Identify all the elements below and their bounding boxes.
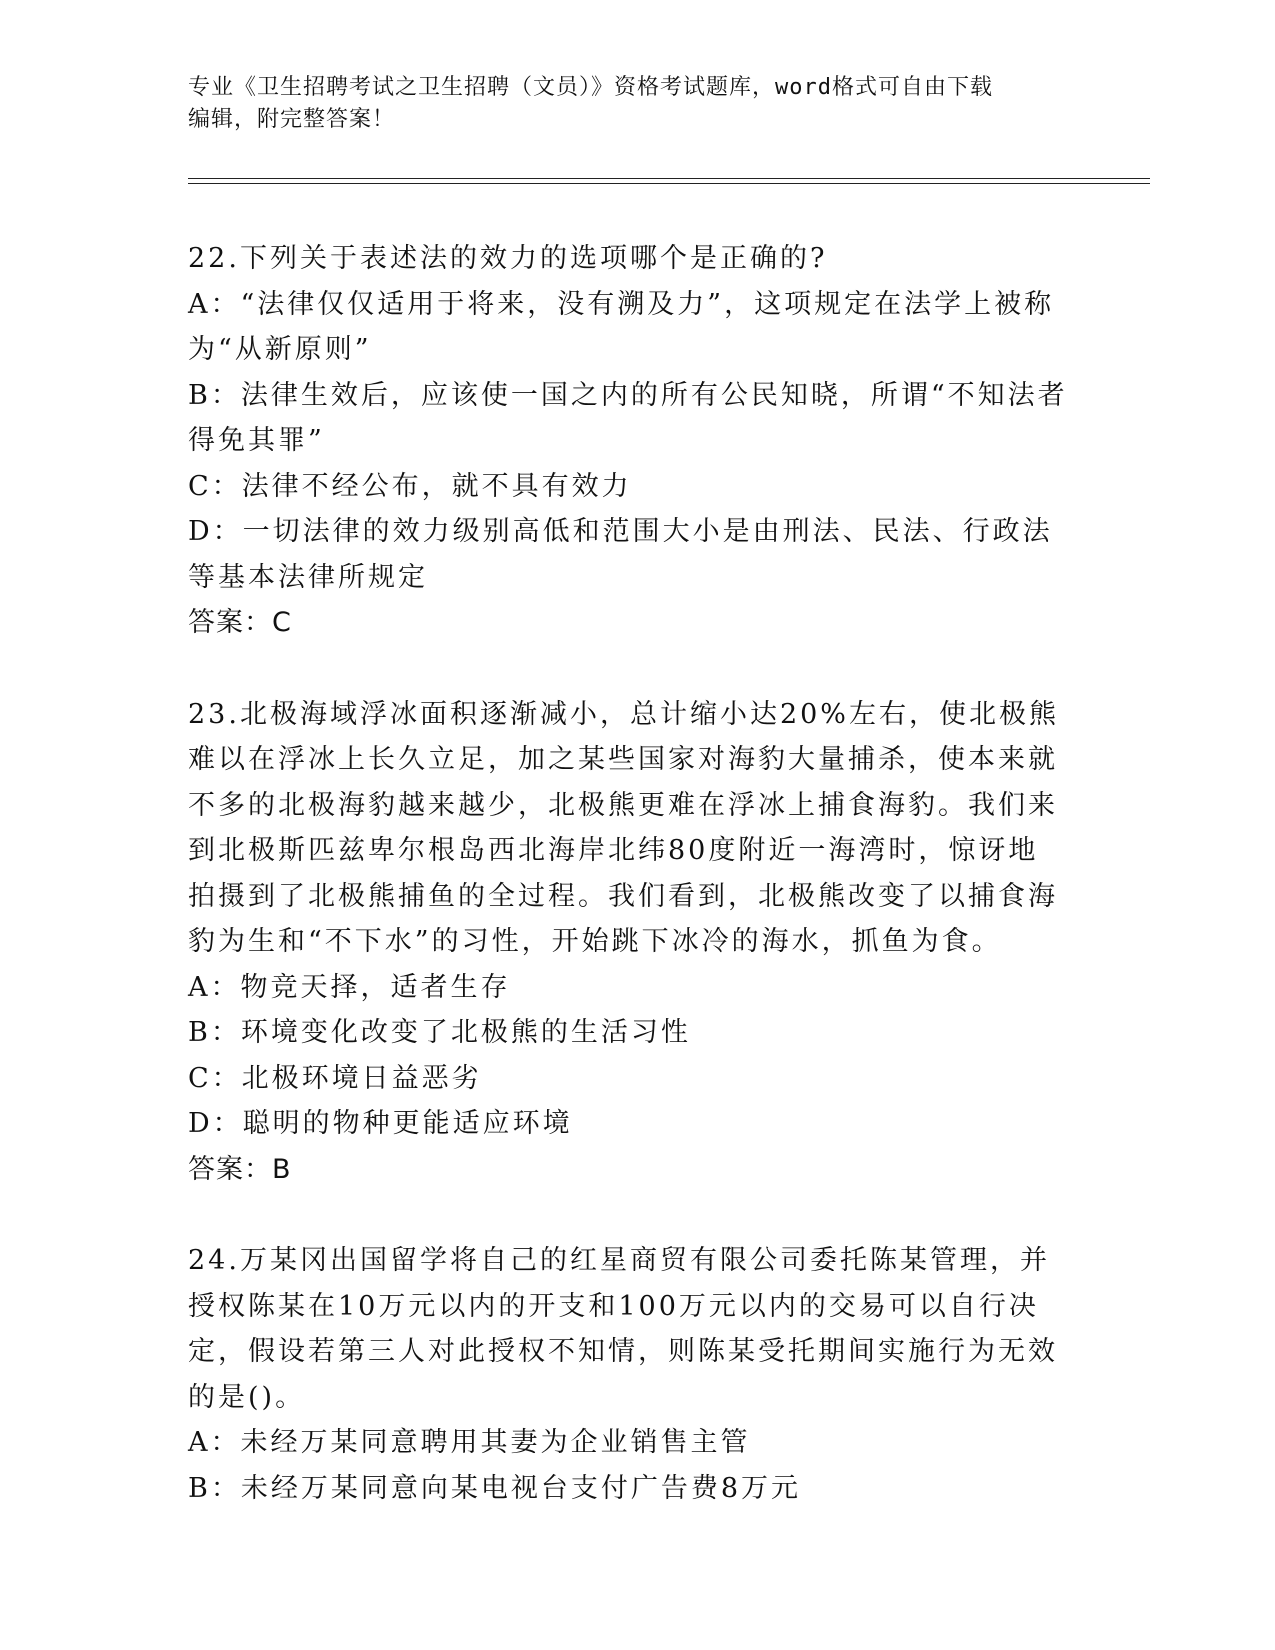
header-line-2: 编辑，附完整答案！ [188, 107, 396, 132]
header-divider-top [188, 178, 1150, 179]
answer-text: 答案：C [188, 607, 292, 638]
option-c: C：北极环境日益恶劣 [188, 1062, 482, 1094]
option-c: C：法律不经公布，就不具有效力 [188, 470, 632, 502]
option-a: A：未经万某同意聘用其妻为企业销售主管 [188, 1427, 751, 1458]
option-d: D：一切法律的效力级别高低和范围大小是由刑法、民法、行政法等基本法律所规定 [188, 516, 1053, 593]
question-22 [188, 236, 1068, 646]
option-b: B：未经万某同意向某电视台支付广告费8万元 [188, 1472, 802, 1504]
option-b: B：法律生效后，应该使一国之内的所有公民知晓，所谓“不知法者得免其罪” [188, 379, 1068, 456]
option-a: A：“法律仅仅适用于将来，没有溯及力”，这项规定在法学上被称为“从新原则” [188, 288, 1055, 365]
question-24 [188, 1238, 1068, 1511]
document-header [188, 72, 1088, 136]
header-line-1: 专业《卫生招聘考试之卫生招聘（文员）》资格考试题库，word格式可自由下载 [188, 75, 993, 100]
question-stem: 23.北极海域浮冰面积逐渐减小，总计缩小达20%左右，使北极熊难以在浮冰上长久立足，加之某些国家对海豹大量捕杀，使本来就不多的北极海豹越来越少，北极熊更难在浮冰上捕食海豹。我们来到北极斯匹兹卑尔根岛西北海岸北纬80度附近一海湾时，惊讶地拍摄到了北极熊捕鱼的全过程。我们看到，北极熊改变了以捕食海豹为生和“不下水”的习性，开始跳下冰冷的海水，抓鱼为食。 [188, 698, 1059, 957]
question-23 [188, 692, 1068, 1193]
question-list [188, 236, 1068, 1557]
option-b: B：环境变化改变了北极熊的生活习性 [188, 1017, 691, 1048]
option-a: A：物竞天择，适者生存 [188, 971, 511, 1003]
question-stem: 22.下列关于表述法的效力的选项哪个是正确的? [188, 243, 828, 274]
header-divider-bottom [188, 183, 1150, 184]
option-d: D：聪明的物种更能适应环境 [188, 1108, 573, 1139]
answer-text: 答案：B [188, 1153, 292, 1185]
question-stem: 24.万某冈出国留学将自己的红星商贸有限公司委托陈某管理，并授权陈某在10万元以内的开支和100万元以内的交易可以自行决定，假设若第三人对此授权不知情，则陈某受托期间实施行为无效的是()。 [188, 1245, 1058, 1413]
